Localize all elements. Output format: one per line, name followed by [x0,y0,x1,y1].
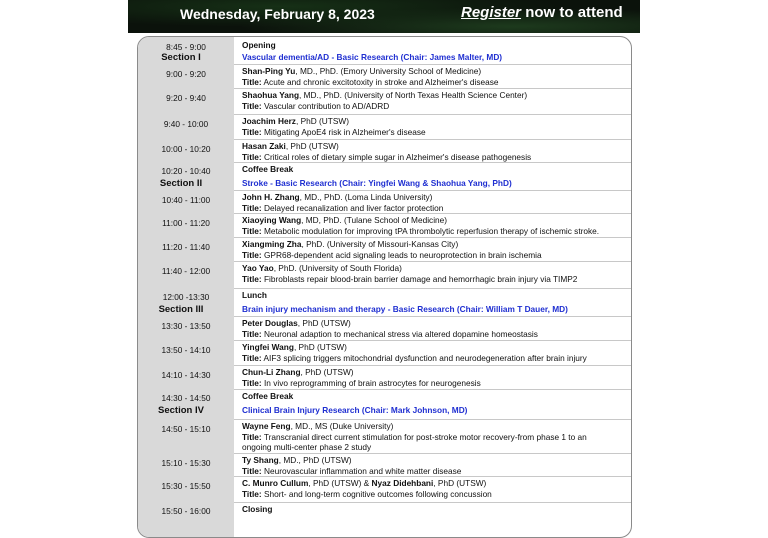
speaker-name: Peter Douglas [242,318,298,328]
speaker-affiliation: , MD., PhD. (Loma Linda University) [299,192,433,202]
break-label: Coffee Break [242,164,294,174]
talk-title: Critical roles of dietary simple sugar in Alzheimer's disease pathogenesis [261,151,532,162]
talk-title-line [242,226,599,237]
break-label: Closing [242,504,273,514]
row-divider [234,365,631,366]
header-banner [128,0,640,33]
talk-title-line [242,489,492,500]
speaker-line [242,367,481,378]
time-slot: 14:30 - 14:50 [161,393,211,403]
title-label: Title: [242,328,262,339]
talk-details [242,478,492,499]
talk-title: Delayed recanalization and liver factor protection [261,202,444,213]
section-heading: Clinical Brain Injury Research (Chair: Mark Johnson, MD) [242,405,468,415]
talk-title-line [242,101,527,112]
talk-details [242,421,587,453]
row-divider [234,340,631,341]
speaker-name: C. Munro Cullum [242,478,309,488]
speaker-name: Joachim Herz [242,116,296,126]
register-suffix: now to attend [525,4,623,21]
time-slot: 13:30 - 13:50 [161,321,211,331]
talk-title-line [242,274,577,285]
speaker-name: Xiangming Zha [242,239,302,249]
speaker-affiliation: , PhD (UTSW) [295,116,349,126]
time-slot: 11:20 - 11:40 [162,242,210,252]
speaker-line [242,478,492,489]
speaker-line [242,116,426,127]
talk-title-line [242,152,531,163]
talk-title: Short- and long-term cognitive outcomes following concussion [261,488,492,499]
register-cta [461,4,623,21]
title-label: Title: [242,465,262,476]
time-slot: 14:10 - 14:30 [161,370,211,380]
title-label: Title: [242,151,262,162]
row-divider [234,88,631,89]
time-slot: 9:40 - 10:00 [163,119,209,129]
speaker-affiliation: , PhD (UTSW) [300,367,354,377]
speaker-line [242,455,461,466]
section-label: Section II [159,178,203,189]
speaker-name: Xiaoying Wang [242,215,302,225]
talk-title: AIF3 splicing triggers mitochondrial dysfunction and neurodegeneration after brain injury [261,352,587,363]
speaker-name: Yao Yao [242,263,274,273]
row-divider [234,64,631,65]
talk-title: Neuronal adaption to mechanical stress via altered dopamine homeostasis [261,328,538,339]
talk-details [242,455,461,476]
talk-title: Neurovascular inflammation and white matter disease [261,465,462,476]
speaker-name: Shaohua Yang [242,90,300,100]
title-label: Title: [242,202,262,213]
title-label: Title: [242,273,262,284]
time-slot: 15:10 - 15:30 [161,458,211,468]
speaker-line [242,66,498,77]
talk-title-line [242,127,426,138]
talk-details [242,367,481,388]
time-slot: 8:45 - 9:00 [166,42,206,52]
speaker-affiliation: , PhD (UTSW) [297,318,351,328]
talk-title-line [242,378,481,389]
talk-details [242,90,527,111]
talk-details [242,318,538,339]
speaker-line [242,421,587,432]
section-label: Section III [158,304,204,315]
row-divider [234,389,631,390]
talk-details [242,116,426,137]
talk-details [242,141,531,162]
title-label: Title: [242,352,262,363]
row-divider [234,453,631,454]
section-heading: Vascular dementia/AD - Basic Research (Chair: James Malter, MD) [242,52,503,62]
speaker-line [242,318,538,329]
speaker-line [242,141,531,152]
row-divider [234,139,631,140]
speaker-name: Chun-Li Zhang [242,367,301,377]
talk-details [242,263,577,284]
speaker-line [242,192,443,203]
time-slot: 10:00 - 10:20 [161,144,211,154]
speaker-line [242,90,527,101]
speaker-affiliation: , PhD (UTSW) [285,141,339,151]
talk-title-line [242,203,443,214]
section-label: Section I [161,52,201,63]
speaker-affiliation: , MD, PhD. (Tulane School of Medicine) [301,215,448,225]
speaker-name: Yingfei Wang [242,342,294,352]
row-divider [234,114,631,115]
speaker-affiliation: , PhD (UTSW) [433,478,487,488]
time-slot: 15:50 - 16:00 [161,506,211,516]
section-label: Section IV [158,405,204,416]
talk-title: Vascular contribution to AD/ADRD [261,100,390,111]
speaker-affiliation: , PhD (UTSW) [293,342,347,352]
title-label: Title: [242,100,262,111]
speaker-affiliation: , PhD. (University of South Florida) [273,263,402,273]
talk-details [242,192,443,213]
time-slot: 13:50 - 14:10 [161,345,211,355]
time-slot: 14:50 - 15:10 [161,424,211,434]
talk-title-line [242,77,498,88]
talk-title-line [242,432,587,443]
time-slot: 15:30 - 15:50 [161,481,211,491]
title-label: Title: [242,225,262,236]
speaker-affiliation: , MD., MS (Duke University) [290,421,394,431]
talk-title: Metabolic modulation for improving tPA thrombolytic reperfusion therapy of ischemic stroke. [261,225,600,236]
section-heading: Brain injury mechanism and therapy - Basic Research (Chair: William T Dauer, MD) [242,304,568,314]
speaker-affiliation: , PhD (UTSW) & [308,478,372,488]
speaker-affiliation: , MD., PhD. (Emory University School of Medicine) [295,66,482,76]
talk-title: Mitigating ApoE4 risk in Alzheimer's disease [261,126,426,137]
speaker-line [242,263,577,274]
section-heading: Stroke - Basic Research (Chair: Yingfei Wang & Shaohua Yang, PhD) [242,178,512,188]
row-divider [234,162,631,163]
talk-details [242,239,542,260]
title-label: Title: [242,377,262,388]
speaker-affiliation: , MD., PhD. (University of North Texas Health Science Center) [299,90,528,100]
time-slot: 10:20 - 10:40 [161,166,211,176]
speaker-name: Wayne Feng [242,421,291,431]
time-slot: 11:00 - 11:20 [162,218,210,228]
talk-title-line [242,466,461,477]
row-divider [234,237,631,238]
speaker-affiliation: , PhD. (University of Missouri-Kansas City) [301,239,459,249]
title-label: Title: [242,488,262,499]
speaker-affiliation: , MD., PhD (UTSW) [278,455,352,465]
break-label: Opening [242,40,276,50]
speaker-name: Nyaz Didehbani [371,478,434,488]
time-slot: 10:40 - 11:00 [161,195,211,205]
time-slot: 9:00 - 9:20 [166,69,206,79]
talk-title-line [242,250,542,261]
agenda-card [137,36,632,538]
row-divider [234,261,631,262]
speaker-name: Hasan Zaki [242,141,286,151]
talk-details [242,215,599,236]
talk-title: GPR68-dependent acid signaling leads to neuroprotection in brain ischemia [261,249,542,260]
talk-title-line [242,353,587,364]
row-divider [234,476,631,477]
row-divider [234,288,631,289]
speaker-line [242,239,542,250]
time-slot: 12:00 -13:30 [162,292,210,302]
row-divider [234,502,631,503]
talk-title: Fibroblasts repair blood-brain barrier damage and hemorrhagic brain injury via TIMP2 [261,273,578,284]
talk-title-line [242,329,538,340]
speaker-name: Shan-Ping Yu [242,66,296,76]
row-divider [234,316,631,317]
talk-title: Transcranial direct current stimulation for post-stroke motor recovery-from phase 1 to an [261,431,587,442]
row-divider [234,213,631,214]
break-label: Coffee Break [242,391,294,401]
event-date: Wednesday, February 8, 2023 [180,6,375,22]
talk-title: Acute and chronic excitotoxity in stroke and Alzheimer's disease [261,76,499,87]
speaker-line [242,215,599,226]
title-label: Title: [242,431,262,442]
title-label: Title: [242,249,262,260]
speaker-name: John H. Zhang [242,192,300,202]
time-slot: 9:20 - 9:40 [166,93,206,103]
register-link[interactable]: Register [461,4,522,21]
talk-title: In vivo reprogramming of brain astrocytes for neurogenesis [261,377,481,388]
row-divider [234,190,631,191]
talk-details [242,66,498,87]
title-label: Title: [242,76,262,87]
title-label: Title: [242,126,262,137]
time-slot: 11:40 - 12:00 [161,266,211,276]
row-divider [234,419,631,420]
speaker-name: Ty Shang [242,455,279,465]
speaker-line [242,342,587,353]
break-label: Lunch [242,290,267,300]
talk-title-continued: ongoing multi-center phase 2 study [242,442,372,452]
talk-details [242,342,587,363]
